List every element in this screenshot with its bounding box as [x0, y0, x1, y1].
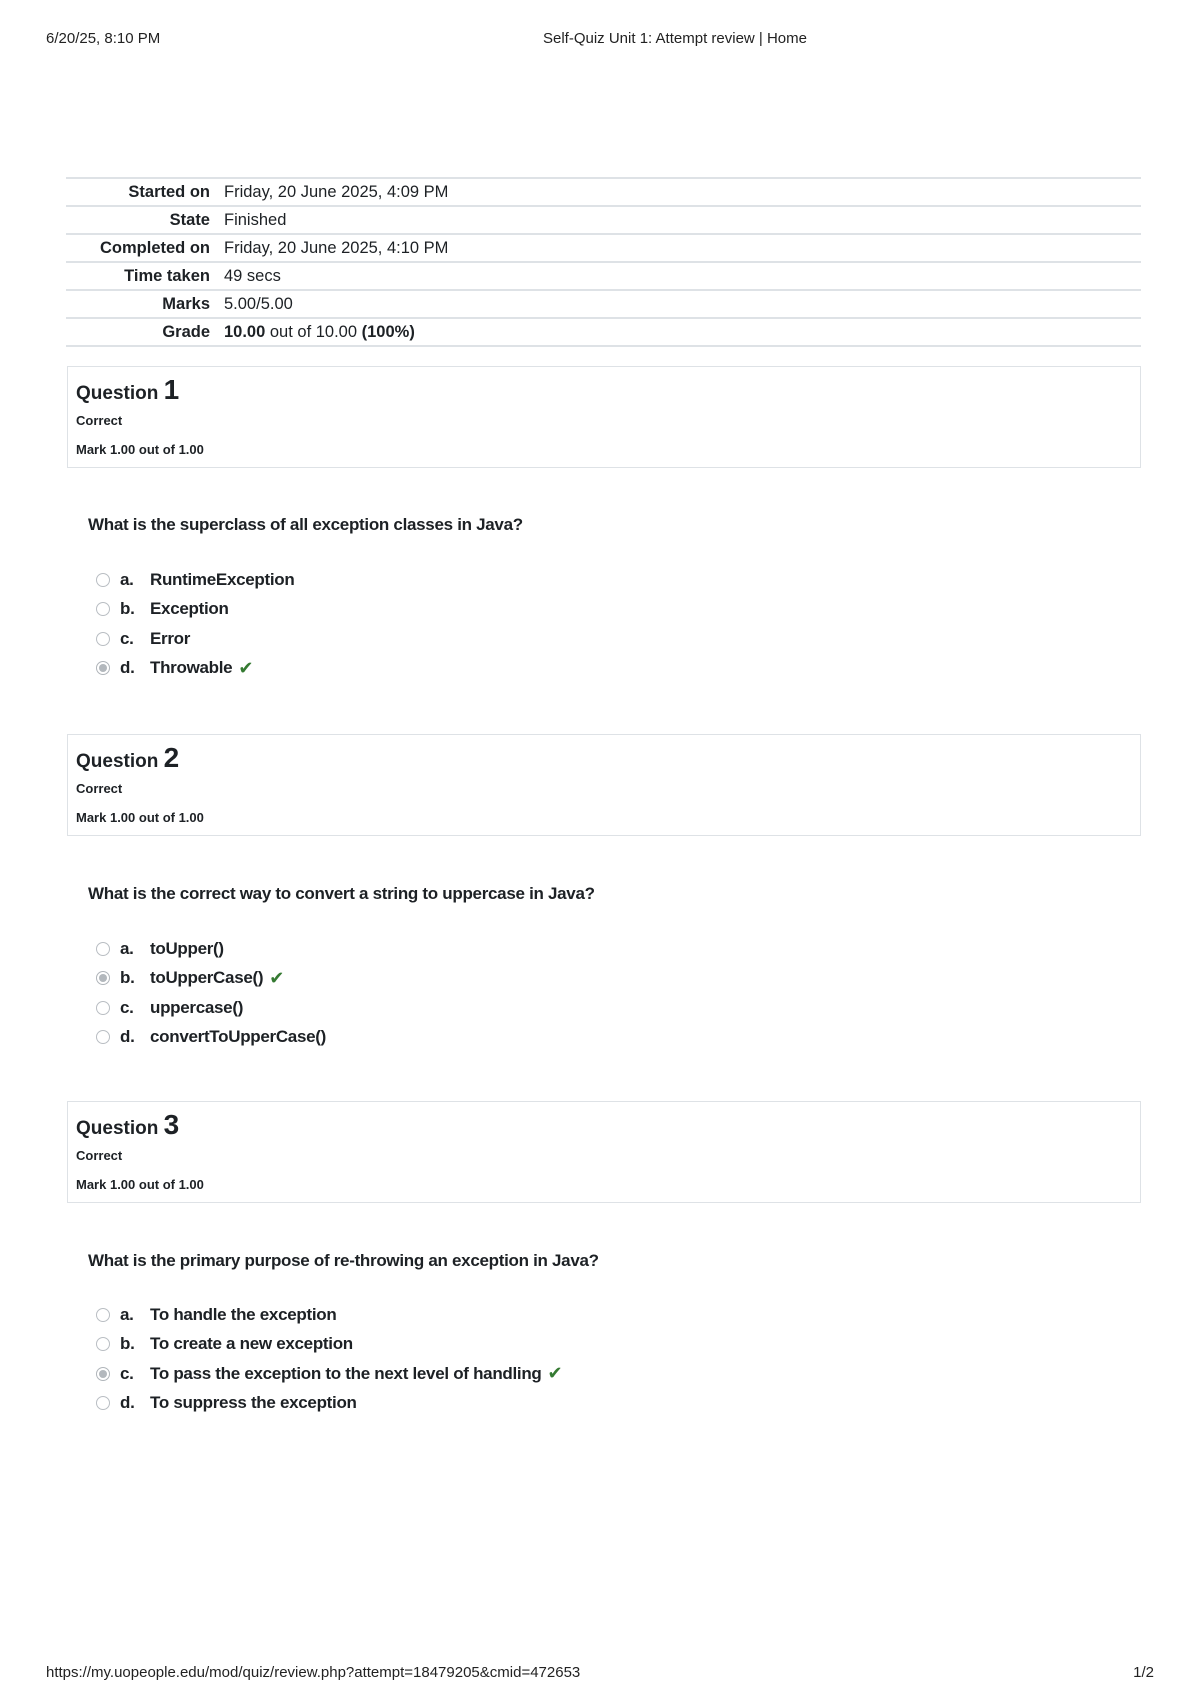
- summary-label: Marks: [162, 294, 210, 313]
- radio-button[interactable]: [96, 1308, 110, 1322]
- radio-button[interactable]: [96, 1030, 110, 1044]
- answer-letter: b.: [120, 599, 135, 619]
- answer-text: Exception: [150, 599, 229, 619]
- answer-option[interactable]: [96, 1023, 326, 1053]
- grade-value: [224, 318, 1141, 346]
- summary-value: 49 secs: [224, 266, 281, 285]
- radio-button[interactable]: [96, 942, 110, 956]
- answer-text: To suppress the exception: [150, 1393, 357, 1413]
- answer-option-selected[interactable]: [96, 654, 294, 684]
- answer-option-selected[interactable]: [96, 964, 326, 994]
- radio-button[interactable]: [96, 602, 110, 616]
- question-state: Correct: [76, 781, 123, 796]
- summary-value: Finished: [224, 210, 287, 229]
- attempt-summary-table: [66, 177, 1141, 347]
- summary-value: Friday, 20 June 2025, 4:10 PM: [224, 238, 449, 257]
- answer-option[interactable]: [96, 1300, 562, 1330]
- question-grade: Mark 1.00 out of 1.00: [76, 442, 204, 457]
- radio-button-selected[interactable]: [96, 1367, 110, 1381]
- question-info-3: [67, 1101, 1141, 1203]
- print-url: https://my.uopeople.edu/mod/quiz/review.php?attempt=18479205&cmid=472653: [46, 1664, 581, 1681]
- answer-text: Error: [150, 628, 191, 648]
- radio-button[interactable]: [96, 1337, 110, 1351]
- grade-percent: (100%): [361, 322, 415, 341]
- answer-letter: d.: [120, 658, 135, 678]
- answer-text: uppercase(): [150, 997, 244, 1017]
- question-number: Question 2: [76, 742, 180, 773]
- summary-value: 5.00/5.00: [224, 294, 293, 313]
- question-number: Question 1: [76, 374, 180, 405]
- answer-letter: a.: [120, 1304, 134, 1324]
- grade-out-of: out of 10.00: [265, 322, 362, 341]
- question-text: What is the superclass of all exception classes in Java?: [88, 515, 523, 534]
- question-text: What is the correct way to convert a string to uppercase in Java?: [88, 884, 595, 903]
- print-header: [46, 30, 1154, 50]
- answer-letter: d.: [120, 1027, 135, 1047]
- answer-text: To pass the exception to the next level of handling: [150, 1363, 542, 1383]
- answer-letter: c.: [120, 628, 134, 648]
- answer-text: RuntimeException: [150, 569, 295, 589]
- summary-value: Friday, 20 June 2025, 4:09 PM: [224, 182, 449, 201]
- answer-text: To create a new exception: [150, 1334, 353, 1354]
- answer-text: toUpperCase(): [150, 968, 264, 988]
- answer-option-selected[interactable]: [96, 1359, 562, 1389]
- summary-label: State: [169, 210, 210, 229]
- answer-text: Throwable: [150, 658, 233, 678]
- grade-score: 10.00: [224, 322, 266, 341]
- answer-list: [96, 934, 326, 1052]
- answer-letter: a.: [120, 938, 134, 958]
- radio-button[interactable]: [96, 1396, 110, 1410]
- summary-row: [66, 318, 1141, 346]
- summary-label: Started on: [128, 182, 210, 201]
- answer-list: [96, 1300, 562, 1418]
- answer-option[interactable]: [96, 624, 294, 654]
- question-grade: Mark 1.00 out of 1.00: [76, 1177, 204, 1192]
- radio-button-selected[interactable]: [96, 971, 110, 985]
- answer-option[interactable]: [96, 565, 294, 595]
- answer-option[interactable]: [96, 595, 294, 625]
- question-number: Question 3: [76, 1109, 180, 1140]
- answer-text: toUpper(): [150, 938, 224, 958]
- check-icon: ✔: [238, 657, 254, 678]
- radio-button[interactable]: [96, 573, 110, 587]
- question-info-1: [67, 366, 1141, 468]
- summary-row: [66, 290, 1141, 318]
- check-icon: ✔: [547, 1363, 563, 1384]
- print-datetime: 6/20/25, 8:10 PM: [46, 30, 161, 47]
- radio-button[interactable]: [96, 632, 110, 646]
- answer-option[interactable]: [96, 1389, 562, 1419]
- question-info-2: [67, 734, 1141, 836]
- print-page-number: 1/2: [1133, 1664, 1154, 1681]
- question-state: Correct: [76, 413, 123, 428]
- answer-letter: c.: [120, 997, 134, 1017]
- answer-text: To handle the exception: [150, 1304, 337, 1324]
- print-page-title: Self-Quiz Unit 1: Attempt review | Home: [543, 30, 807, 47]
- question-grade: Mark 1.00 out of 1.00: [76, 810, 204, 825]
- answer-letter: a.: [120, 569, 134, 589]
- summary-label: Time taken: [124, 266, 210, 285]
- answer-letter: b.: [120, 1334, 135, 1354]
- answer-letter: b.: [120, 968, 135, 988]
- summary-label: Grade: [162, 322, 210, 341]
- answer-list: [96, 565, 294, 683]
- radio-button-selected[interactable]: [96, 661, 110, 675]
- summary-row: [66, 262, 1141, 290]
- answer-option[interactable]: [96, 934, 326, 964]
- summary-row: [66, 206, 1141, 234]
- question-state: Correct: [76, 1148, 123, 1163]
- answer-option[interactable]: [96, 993, 326, 1023]
- check-icon: ✔: [269, 967, 285, 988]
- answer-text: convertToUpperCase(): [150, 1027, 326, 1047]
- summary-row: [66, 234, 1141, 262]
- summary-label: Completed on: [100, 238, 210, 257]
- question-text: What is the primary purpose of re-throwing an exception in Java?: [88, 1251, 599, 1270]
- answer-letter: d.: [120, 1393, 135, 1413]
- summary-row: [66, 178, 1141, 206]
- answer-option[interactable]: [96, 1330, 562, 1360]
- answer-letter: c.: [120, 1363, 134, 1383]
- radio-button[interactable]: [96, 1001, 110, 1015]
